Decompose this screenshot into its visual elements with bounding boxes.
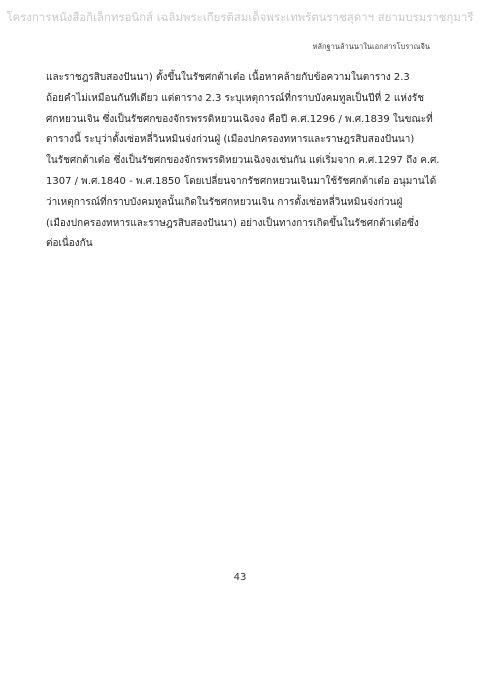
body-line: 1307 / พ.ศ.1840 - พ.ศ.1850 โดยเปลี่ยนจากรัชศกหยวนเจินมาใช้รัชศกต้าเต๋อ อนุมานได้: [46, 175, 437, 187]
body-paragraph: [46, 68, 442, 255]
body-line: และราชฎรสิบสองปันนา) ตั้งขึ้นในรัชศกต้าเต๋อ เนื้อหาคล้ายกับข้อความในตาราง 2.3: [46, 72, 410, 83]
body-line: ในรัชศกต้าเต๋อ ซึ่งเป็นรัชศกของจักรพรรดิหยวนเฉิงจงเช่นกัน แต่เริ่มจาก ค.ศ.1297 ถึง ค.ศ.: [46, 155, 440, 167]
body-line: ว่าเหตุการณ์ที่กราบบังคมทูลนั้นเกิดในรัชศกหยวนเจิน การตั้งเซ่อหลี่วินหมินจ่งก่วนฝู่: [46, 196, 403, 208]
body-line: ตารางนี้ ระบุว่าตั้งเซ่อหลี่วินหมินจ่งก่วนฝู่ (เมืองปกครองทหารและราษฎรสิบสองปันนา): [46, 134, 415, 146]
page-number: 43: [233, 572, 247, 583]
body-line: ศกหยวนเจิน ซึ่งเป็นรัชศกของจักรพรรดิหยวนเฉิงจง คือปี ค.ศ.1296 / พ.ศ.1839 ในขณะที่: [46, 113, 433, 125]
body-line: ถ้อยคำไม่เหมือนกันทีเดียว แต่ตาราง 2.3 ระบุเหตุการณ์ที่กราบบังคมทูลเป็นปีที่ 2 แห่งรัช: [46, 92, 424, 104]
body-line: (เมืองปกครองทหารและราษฎรสิบสองปันนา) อย่างเป็นทางการเกิดขึ้นในรัชศกต้าเต๋อซึ่ง: [46, 217, 419, 229]
project-watermark: โครงการหนังสือกิเล็กทรอนิกส์ เฉลิมพระเกียรติสมเด็จพระเทพรัตนราชสุดาฯ สยามบรมราชกุมารี: [6, 11, 474, 24]
body-line: ต่อเนื่องกัน: [46, 238, 93, 250]
running-header-title: หลักฐานล้านนาในเอกสารโบราณจีน: [312, 42, 430, 51]
